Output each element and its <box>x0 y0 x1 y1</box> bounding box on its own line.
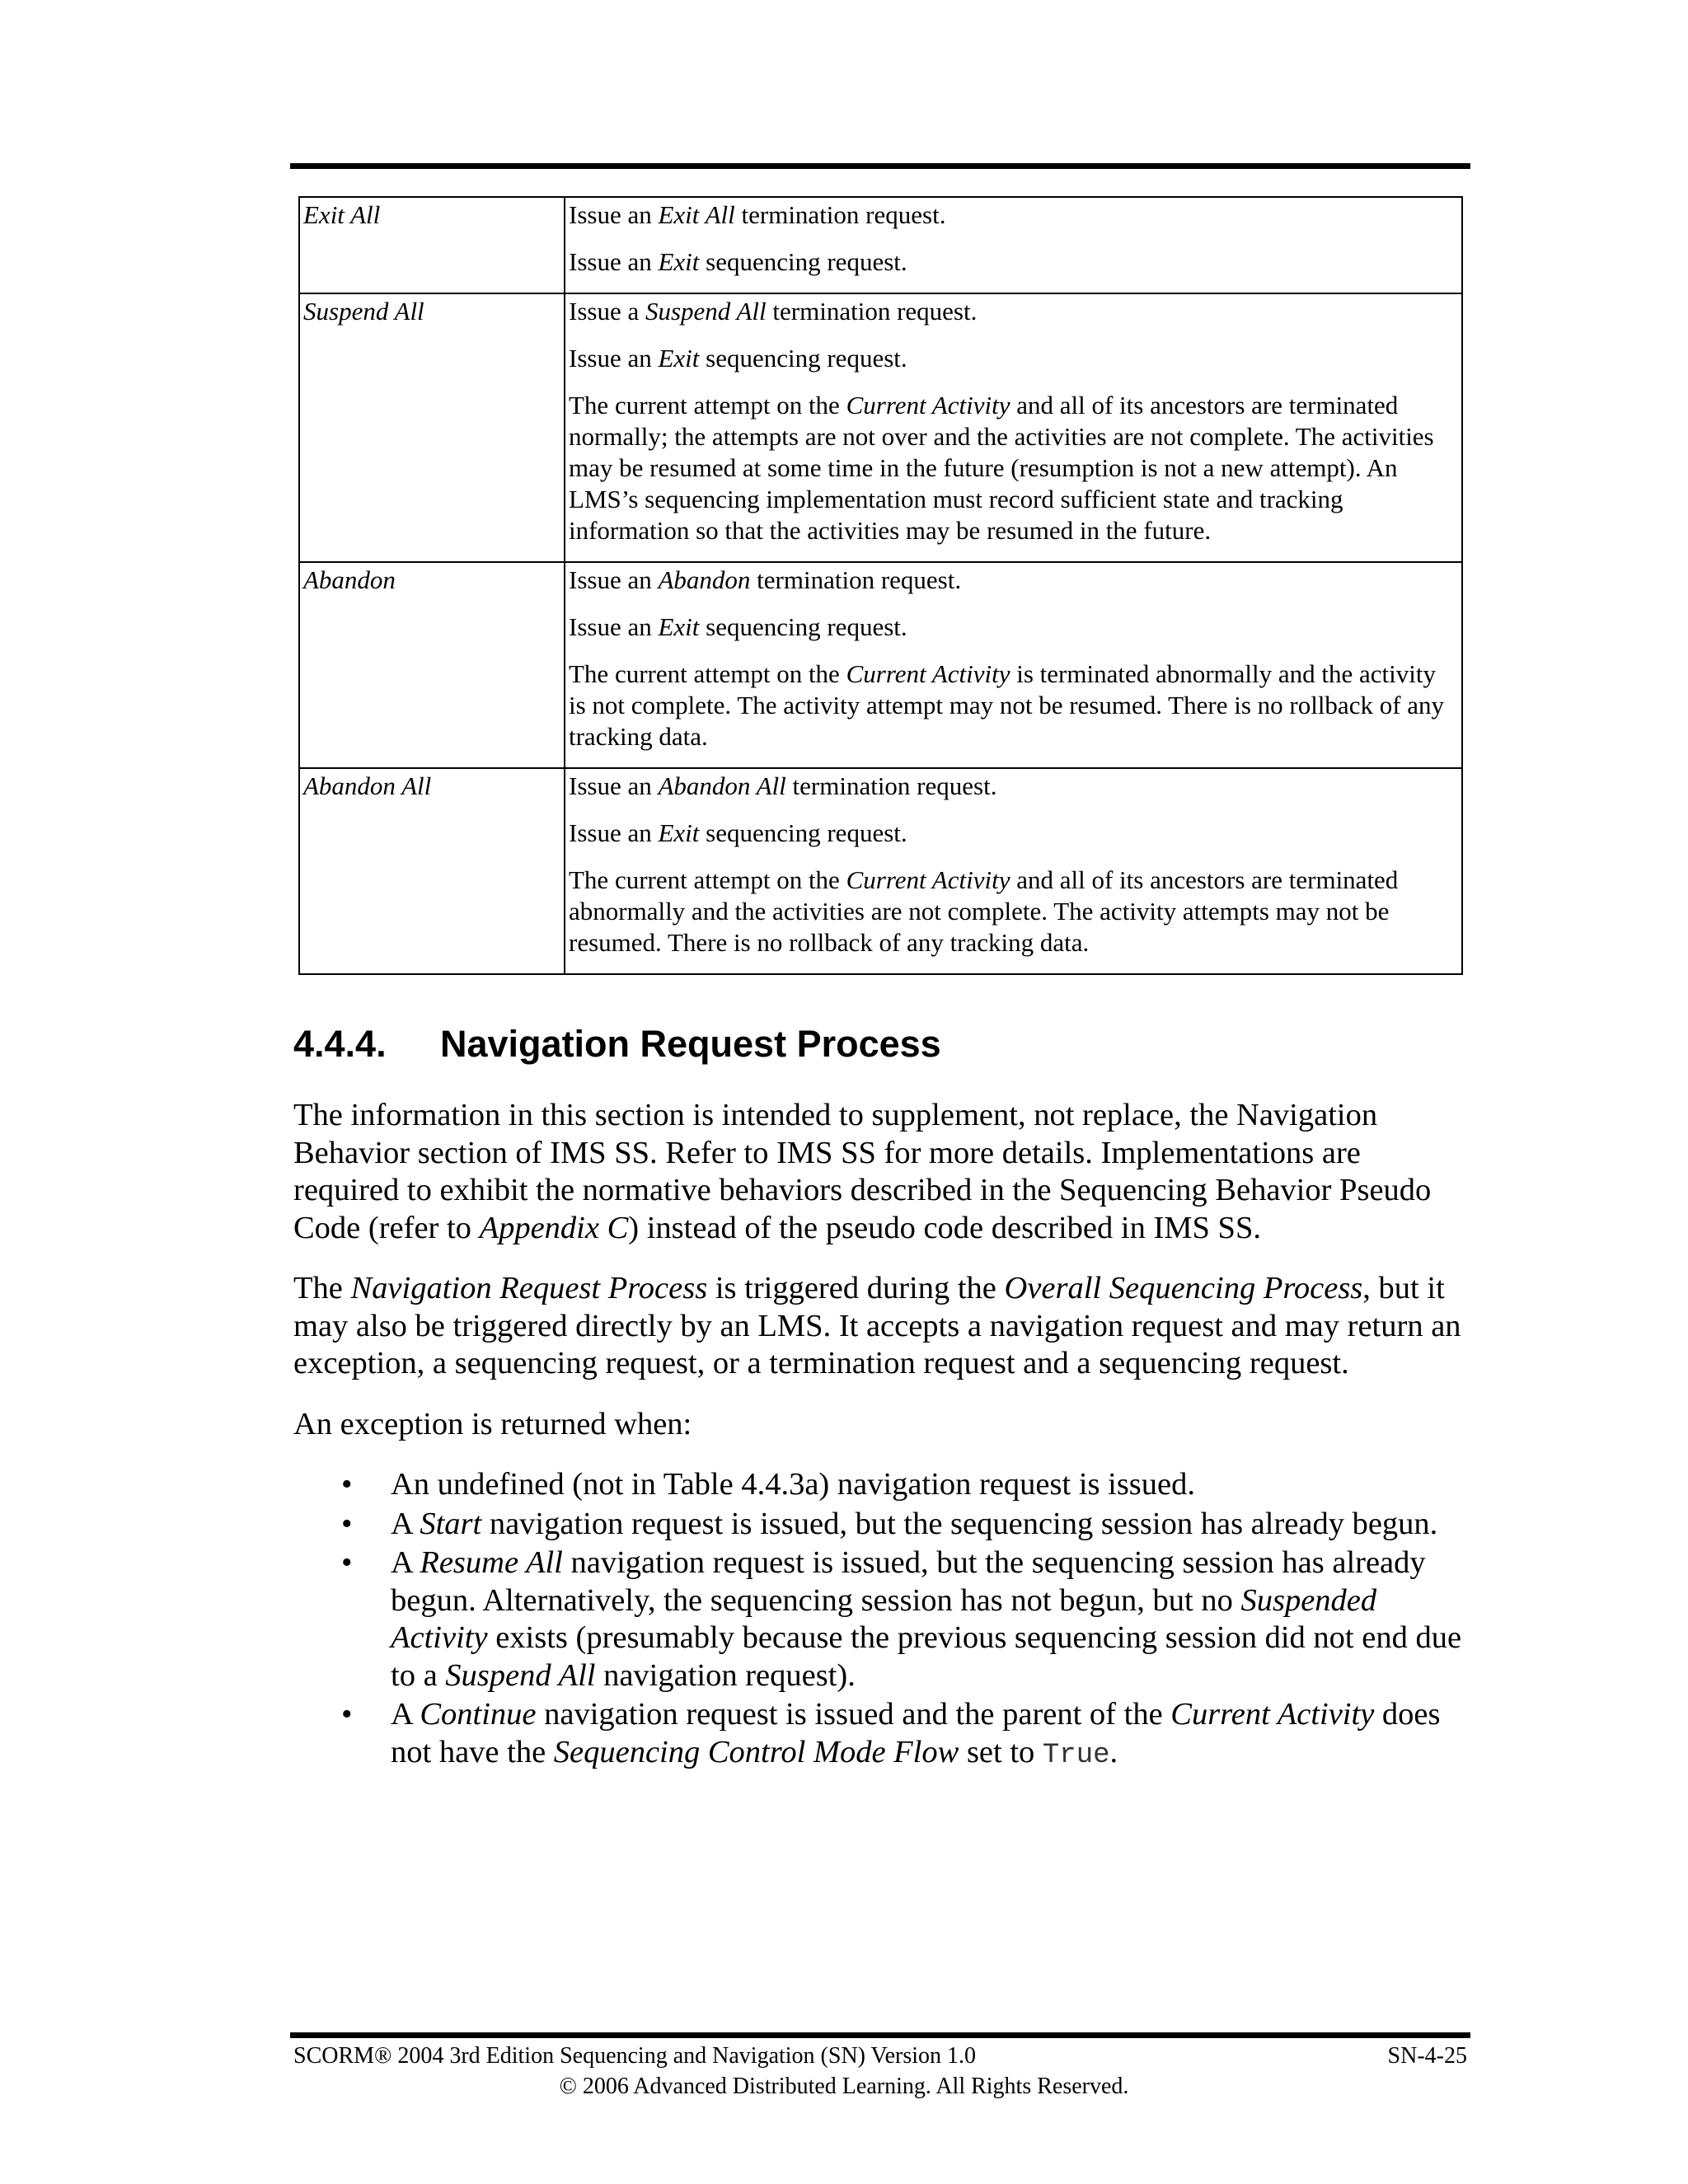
section-title: Navigation Request Process <box>440 1023 941 1065</box>
request-name-cell: Suspend All <box>299 293 565 562</box>
list-item: • A Start navigation request is issued, but the sequencing session has already begun. <box>293 1506 1472 1544</box>
behavior-paragraph: Issue an Abandon All termination request. <box>569 771 997 800</box>
bullet-icon: • <box>341 1545 353 1580</box>
bullet-icon: • <box>341 1467 353 1502</box>
section-number: 4.4.4. <box>293 1023 387 1065</box>
section-body <box>293 1097 1472 1776</box>
behavior-cell <box>565 562 1462 768</box>
header-rule <box>290 163 1470 169</box>
behavior-paragraph: Issue an Abandon termination request. <box>569 565 962 594</box>
behavior-paragraph: Issue an Exit sequencing request. <box>569 344 907 373</box>
behavior-paragraph: The current attempt on the Current Activity is terminated abnormally and the activity is not complete. The activity attempt may not be resumed. There is no rollback of any tracking data. <box>569 659 1445 751</box>
table-row <box>299 768 1462 974</box>
bullet-icon: • <box>341 1697 353 1732</box>
body-paragraph: The information in this section is intended to supplement, not replace, the Navigation Behavior section of IMS SS. Refer to IMS SS for more details. Implementations are required to exhibit the normative behaviors described in the Sequencing Behavior Pseudo Code (refer to Appendix C) instead of the pseudo code described in IMS SS. <box>293 1098 1432 1245</box>
behavior-paragraph: Issue an Exit sequencing request. <box>569 612 907 641</box>
page-number: SN-4-25 <box>1387 2043 1467 2069</box>
body-paragraph: The Navigation Request Process is triggered during the Overall Sequencing Process, but it may also be triggered directly by an LMS. It accepts a navigation request and may return an exception, a sequencing request, or a termination request and a sequencing request. <box>293 1271 1461 1380</box>
footer-copyright: © 2006 Advanced Distributed Learning. All Rights Reserved. <box>559 2074 1129 2099</box>
behavior-paragraph: Issue an Exit All termination request. <box>569 200 946 229</box>
table-row <box>299 197 1462 293</box>
list-item: • A Resume All navigation request is issued, but the sequencing session has already begun. Alternatively, the sequencing session has not begun, but no Suspended Activity exists (presumably because the previous sequencing session did not end due to a Suspend All navigation request). <box>341 1545 1462 1693</box>
request-name-cell: Exit All <box>299 197 565 293</box>
behavior-paragraph: The current attempt on the Current Activity and all of its ancestors are terminated abnormally and the activities are not complete. The activity attempts may not be resumed. There is no rollback of any tracking data. <box>569 865 1399 957</box>
request-name-cell: Abandon <box>299 562 565 768</box>
table-row <box>299 293 1462 562</box>
request-name-cell: Abandon All <box>299 768 565 974</box>
behavior-cell <box>565 768 1462 974</box>
body-paragraph: An exception is returned when: <box>293 1406 692 1441</box>
section-heading <box>293 1019 941 1069</box>
list-item: • An undefined (not in Table 4.4.3a) navigation request is issued. <box>293 1466 1472 1504</box>
behavior-paragraph: Issue a Suspend All termination request. <box>569 297 978 326</box>
exception-list <box>293 1466 1472 1774</box>
behavior-paragraph: The current attempt on the Current Activity and all of its ancestors are terminated normally; the attempts are not over and the activities are not complete. The activities may be resumed at some time in the future (resumption is not a new attempt). An LMS’s sequencing implementation must record sufficient state and tracking information so that the activities may be resumed in the future. <box>569 391 1434 545</box>
list-item: • A Continue navigation request is issued and the parent of the Current Activity does not have the Sequencing Control Mode Flow set to True. <box>341 1697 1441 1771</box>
footer-rule <box>290 2032 1470 2038</box>
table-row <box>299 562 1462 768</box>
footer-document-title: SCORM® 2004 3rd Edition Sequencing and Navigation (SN) Version 1.0 <box>293 2043 977 2069</box>
behavior-paragraph: Issue an Exit sequencing request. <box>569 818 907 847</box>
exit-requests-table <box>298 196 1463 975</box>
behavior-cell <box>565 197 1462 293</box>
code-literal: True <box>1042 1739 1110 1771</box>
behavior-paragraph: Issue an Exit sequencing request. <box>569 247 907 276</box>
bullet-icon: • <box>341 1506 353 1541</box>
behavior-cell <box>565 293 1462 562</box>
